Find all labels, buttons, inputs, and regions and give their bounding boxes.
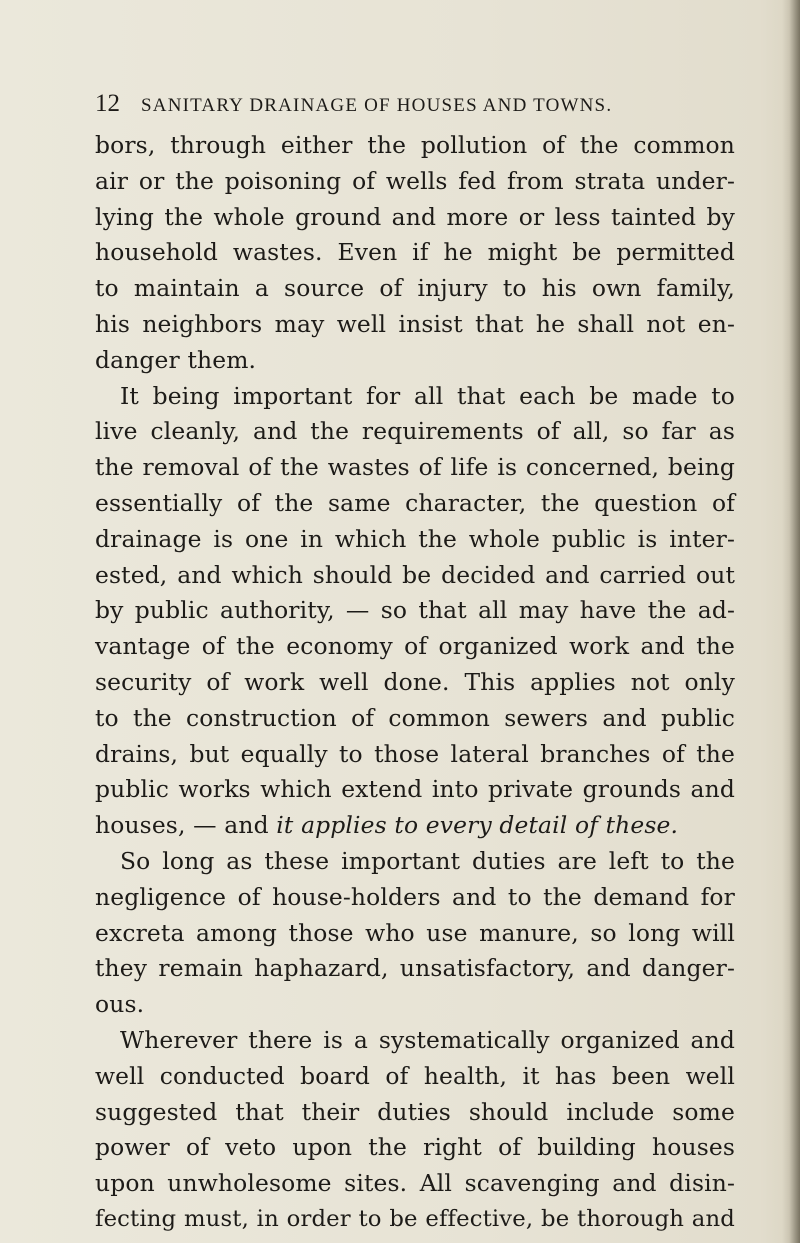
text-line: security of work well done. This applies not only [95,667,735,696]
text-line-with-emphasis [95,808,735,844]
paragraph-start-line: It being important for all that each be made to [120,381,735,410]
text-line: air or the poisoning of wells fed from strata under- [95,166,735,195]
text-line: lying the whole ground and more or less tainted by [95,202,735,231]
text-line: bors, through either the pollution of the common [95,131,735,159]
text-line: drainage is one in which the whole public is inter- [95,524,735,553]
text-line: public works which extend into private grounds and [95,775,735,804]
text-line: excreta among those who use manure, so long will [95,918,735,947]
text-line: they remain haphazard, unsatisfactory, and danger- [95,954,735,983]
text-line: fecting must, in order to be effective, be thorough and [95,1205,735,1232]
text-line: power of veto upon the right of building houses [95,1133,735,1162]
text-line: his neighbors may well insist that he shall not en- [95,309,735,338]
text-line: danger them. [95,345,257,374]
line-lead: houses, — and [95,811,269,840]
text-line: essentially of the same character, the question of [95,488,735,517]
body-text [95,128,735,1238]
text-line: negligence of house-holders and to the demand for [95,882,735,911]
text-line: well conducted board of health, it has been well [95,1061,735,1090]
text-line: to maintain a source of injury to his own family, [95,274,735,303]
text-line: live cleanly, and the requirements of all, so far as [95,417,735,446]
text-line: drains, but equally to those lateral branches of the [95,739,735,768]
page-number: 12 [95,90,120,117]
text-line: suggested that their duties should include some [95,1097,735,1126]
text-line: ous. [95,990,145,1019]
text-line: ested, and which should be decided and carried out [95,560,735,589]
text-line: the removal of the wastes of life is concerned, being [95,453,735,482]
text-line: upon unwholesome sites. All scavenging and disin- [95,1169,735,1198]
text-line: to the construction of common sewers and public [95,703,735,732]
text-line: So long as these important duties are left to the [120,846,735,875]
text-line: household wastes. Even if he might be permitted [95,238,735,267]
paragraph-start-line: Wherever there is a systematically organized and [120,1025,735,1054]
page-edge-shadow [782,0,800,1243]
running-head [95,90,735,120]
running-title: SANITARY DRAINAGE OF HOUSES AND TOWNS. [141,95,613,116]
emphasis-phrase: it applies to every detail of these. [276,811,679,840]
text-line: by public authority, — so that all may have the ad- [95,596,735,625]
text-line: vantage of the economy of organized work and the [95,632,735,661]
